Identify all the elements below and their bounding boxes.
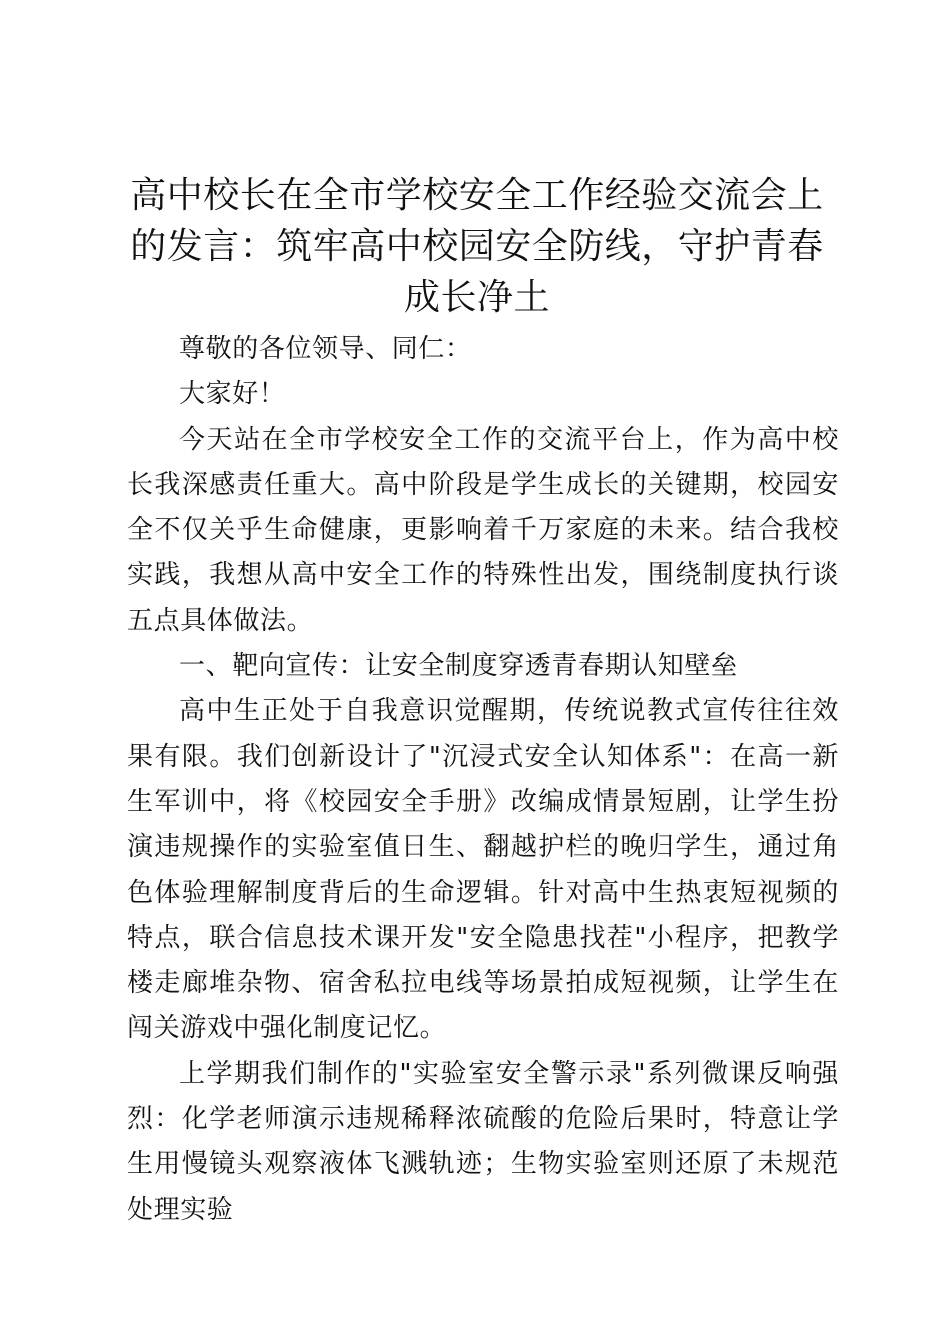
body-paragraph: 高中生正处于自我意识觉醒期，传统说教式宣传往往效果有限。我们创新设计了"沉浸式安全认知体系"：在高一新生军训中，将《校园安全手册》改编成情景短剧，让学生扮演违规操作的实验室值日生、翻越护栏的晚归学生，通过角色体验理解制度背后的生命逻辑。针对高中生热衷短视频的特点，联合信息技术课开发"安全隐患找茬"小程序，把教学楼走廊堆杂物、宿舍私拉电线等场景拍成短视频，让学生在闯关游戏中强化制度记忆。 (127, 696, 839, 1044)
salutation: 尊敬的各位领导、同仁： (179, 334, 472, 364)
section-heading-1: 一、靶向宣传：让安全制度穿透青春期认知壁垒 (179, 651, 738, 682)
greeting: 大家好！ (179, 379, 286, 410)
body-paragraph: 上学期我们制作的"实验室安全警示录"系列微课反响强烈：化学老师演示违规稀释浓硫酸的危险后果时，特意让学生用慢镜头观察液体飞溅轨迹；生物实验室则还原了未规范处理实验 (127, 1058, 839, 1225)
document-body (127, 327, 839, 1233)
document-title: 高中校长在全市学校安全工作经验交流会上的发言：筑牢高中校园安全防线，守护青春成长净土 (130, 175, 824, 318)
intro-paragraph: 今天站在全市学校安全工作的交流平台上，作为高中校长我深感责任重大。高中阶段是学生成长的关键期，校园安全不仅关乎生命健康，更影响着千万家庭的未来。结合我校实践，我想从高中安全工作的特殊性出发，围绕制度执行谈五点具体做法。 (127, 424, 839, 636)
